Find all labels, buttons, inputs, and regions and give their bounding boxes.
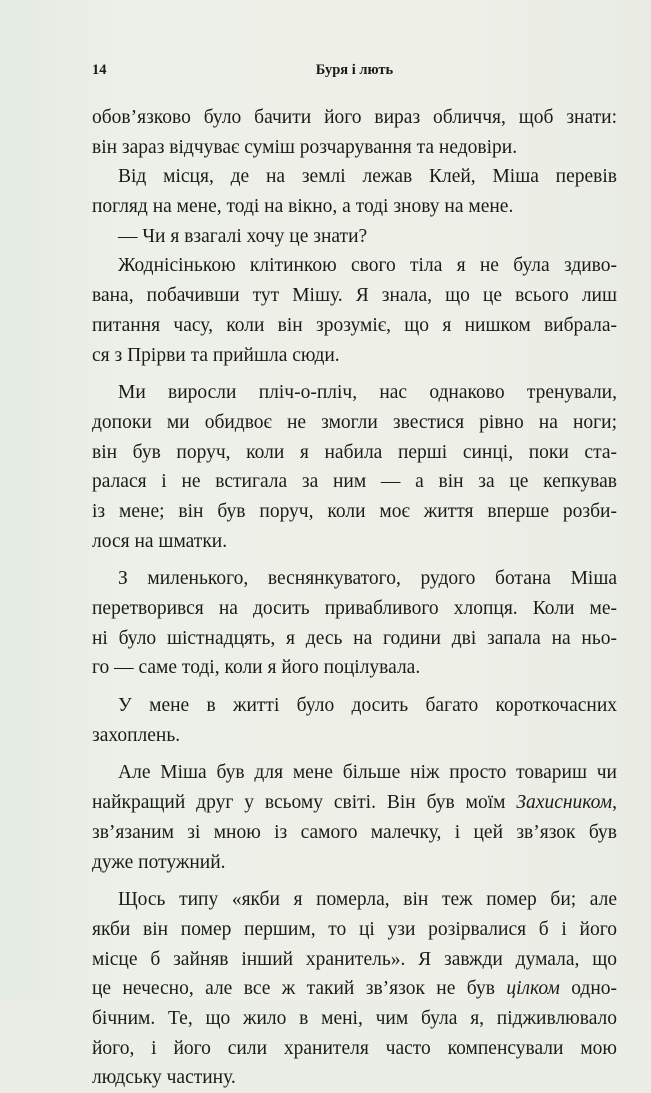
text-line: З миленького, веснянкуватого, рудого ботана Міша — [118, 568, 617, 590]
text-line: У мене в житті було досить багато короткочасних — [118, 695, 617, 717]
text-line: ралася і не встигала за ним — а він за це кепкував — [92, 471, 617, 493]
text-line: бічним. Те, що жило в мені, чим була я, підживлювало — [92, 1007, 617, 1029]
text-line: Жоднісінькою клітинкою свого тіла я не була здиво- — [118, 255, 617, 277]
text-line: він зараз відчуває суміш розчарування та недовіри. — [92, 136, 518, 158]
text-line: Щось типу «якби я померла, він теж помер би; але — [118, 889, 617, 911]
page-number: 14 — [92, 62, 107, 78]
italic-word: Захисником — [516, 792, 613, 814]
running-title: Буря і лють — [315, 62, 394, 78]
text-line: питання часу, коли він зрозуміє, що я нишком вибрала- — [92, 314, 617, 336]
text-line: перетворився на досить привабливого хлопця. Коли ме- — [92, 598, 617, 619]
italic-word: цілком — [506, 978, 560, 1000]
text-line: із мене; він був поруч, коли моє життя вперше розби- — [92, 500, 617, 522]
text-line: він був поруч, коли я набила перші синці, поки ста- — [92, 441, 617, 463]
text-line: го — саме тоді, коли я його поцілувала. — [92, 657, 421, 679]
text-line: зв’язаним зі мною із самого малечку, і цей зв’язок був — [92, 821, 617, 843]
text-line: вана, побачивши тут Мішу. Я знала, що це всього лиш — [92, 285, 617, 307]
body-text — [92, 103, 617, 1093]
text-line: обов’язково було бачити його вираз обличчя, щоб знати: — [92, 107, 617, 128]
text-line: його, і його сили хранителя часто компенсували мою — [92, 1037, 617, 1059]
text-line: ся з Прірви та прийшла сюди. — [92, 344, 340, 366]
text-line: Але Міша був для мене більше ніж просто товариш чи — [118, 762, 617, 784]
text-line: погляд на мене, тоді на вікно, а тоді знову на мене. — [92, 196, 514, 218]
text-line: ні було шістнадцять, я десь на години дві запала на ньо- — [92, 627, 617, 649]
text-line: захоплень. — [92, 724, 181, 746]
text-line: лося на шматки. — [92, 530, 228, 552]
text-line: це нечесно, але все ж такий зв’язок не був цілком одно- — [92, 978, 617, 1000]
text-line: допоки ми обидвоє не змогли звестися рівно на ноги; — [92, 411, 617, 433]
page-header — [92, 62, 617, 82]
text-line: людську частину. — [92, 1067, 236, 1089]
text-line: Від місця, де на землі лежав Клей, Міша перевів — [118, 166, 617, 188]
text-line: місце б зайняв інший хранитель». Я завжди думала, що — [92, 948, 617, 970]
text-line: якби він помер першим, то ці узи розірвалися б і його — [92, 918, 617, 940]
text-line: найкращий друг у всьому світі. Він був моїм Захисником, — [92, 792, 617, 814]
text-line: дуже потужний. — [92, 851, 226, 873]
text-line: — Чи я взагалі хочу це знати? — [118, 225, 368, 247]
text-line: Ми виросли пліч-о-пліч, нас однаково тренували, — [118, 382, 617, 404]
